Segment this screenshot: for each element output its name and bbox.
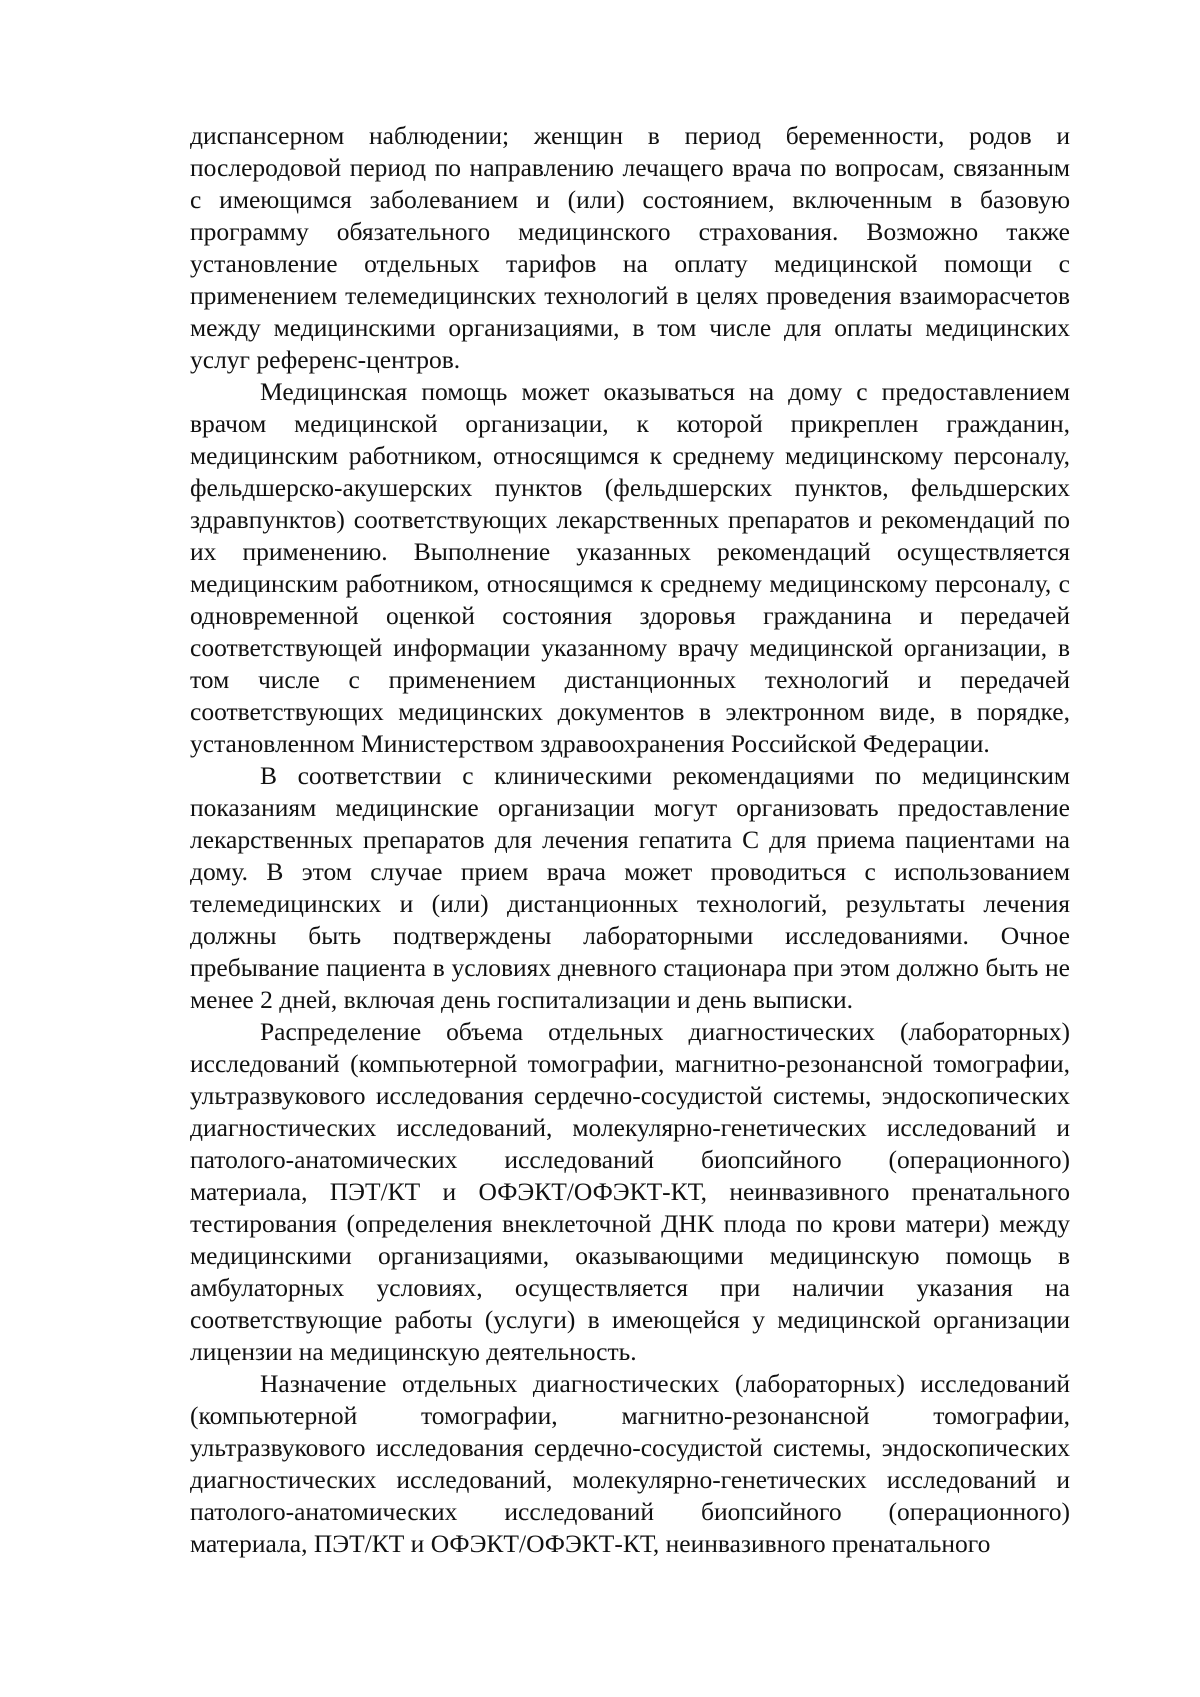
paragraph-home-medical-care: Медицинская помощь может оказываться на дому с предоставлением врачом медицинской организации, к которой прикреплен гражданин, медицинским работником, относящимся к среднему медицинскому персоналу, фельдшерско-акушерских пунктов (фельдшерских пунктов, фельдшерских здравпунктов) соответствующих лекарственных препаратов и рекомендаций по их применению. Выполнение указанных рекомендаций осуществляется медицинским работником, относящимся к среднему медицинскому персоналу, с одновременной оценкой состояния здоровья гражданина и передачей соответствующей информации указанному врачу медицинской организации, в том числе с применением дистанционных технологий и передачей соответствующих медицинских документов в электронном виде, в порядке, установленном Министерством здравоохранения Российской Федерации. bbox=[190, 377, 1070, 758]
paragraph-continuation-dispensary: диспансерном наблюдении; женщин в период беременности, родов и послеродовой период по направлению лечащего врача по вопросам, связанным с имеющимся заболеванием и (или) состоянием, включенным в базовую программу обязательного медицинского страхования. Возможно также установление отдельных тарифов на оплату медицинской помощи с применением телемедицинских технологий в целях проведения взаиморасчетов между медицинскими организациями, в том числе для оплаты медицинских услуг референс-центров. bbox=[190, 121, 1070, 374]
document-page bbox=[190, 120, 1070, 1560]
paragraph-diagnostic-assignment: Назначение отдельных диагностических (лабораторных) исследований (компьютерной томографии, магнитно-резонансной томографии, ультразвукового исследования сердечно-сосудистой системы, эндоскопических диагностических исследований, молекулярно-генетических исследований и патолого-анатомических исследований биопсийного (операционного) материала, ПЭТ/КТ и ОФЭКТ/ОФЭКТ-КТ, неинвазивного пренатального bbox=[190, 1369, 1070, 1558]
paragraph-hepatitis-c-treatment: В соответствии с клиническими рекомендациями по медицинским показаниям медицинские организации могут организовать предоставление лекарственных препаратов для лечения гепатита С для приема пациентами на дому. В этом случае прием врача может проводиться с использованием телемедицинских и (или) дистанционных технологий, результаты лечения должны быть подтверждены лабораторными исследованиями. Очное пребывание пациента в условиях дневного стационара при этом должно быть не менее 2 дней, включая день госпитализации и день выписки. bbox=[190, 761, 1070, 1014]
paragraph-diagnostic-distribution: Распределение объема отдельных диагностических (лабораторных) исследований (компьютерной томографии, магнитно-резонансной томографии, ультразвукового исследования сердечно-сосудистой системы, эндоскопических диагностических исследований, молекулярно-генетических исследований и патолого-анатомических исследований биопсийного (операционного) материала, ПЭТ/КТ и ОФЭКТ/ОФЭКТ-КТ, неинвазивного пренатального тестирования (определения внеклеточной ДНК плода по крови матери) между медицинскими организациями, оказывающими медицинскую помощь в амбулаторных условиях, осуществляется при наличии указания на соответствующие работы (услуги) в имеющейся у медицинской организации лицензии на медицинскую деятельность. bbox=[190, 1017, 1070, 1366]
